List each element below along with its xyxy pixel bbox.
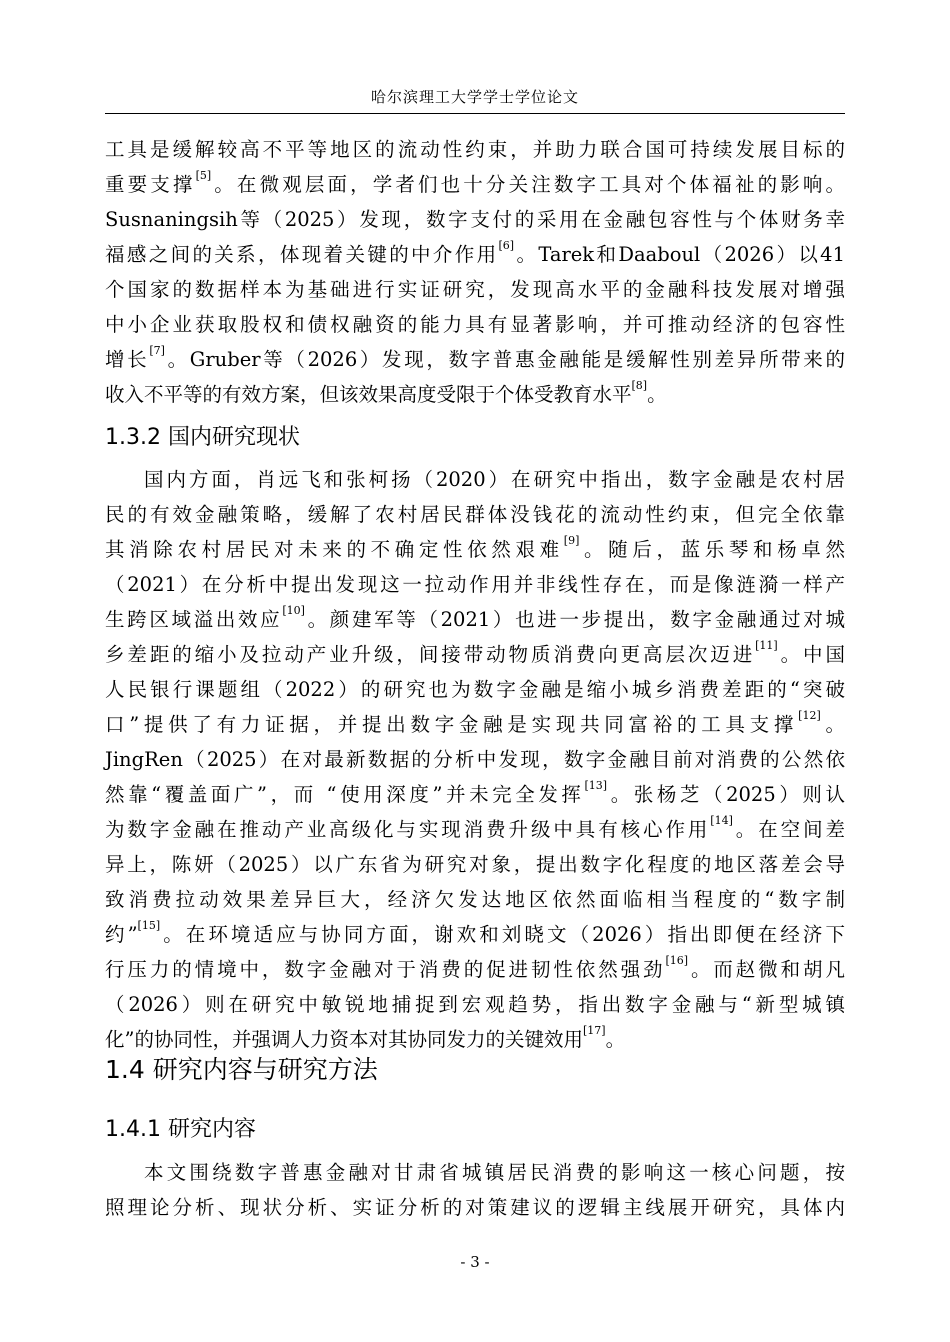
paragraph-3 — [105, 1155, 845, 1225]
text-line: 工具是缓解较高不平等地区的流动性约束，并助力联合国可持续发展目标的 — [105, 138, 845, 161]
citation: [9] — [563, 534, 580, 547]
text-line: 重要支撑[5]。在微观层面，学者们也十分关注数字工具对个体福祉的影响。 — [105, 169, 845, 196]
text-line: 中小企业获取股权和债权融资的能力具有显著影响，并可推动经济的包容性 — [105, 313, 845, 336]
citation: [14] — [710, 814, 733, 827]
text-line: 国内方面，肖远飞和张柯扬（2020）在研究中指出，数字金融是农村居 — [144, 468, 845, 491]
text-line: 生跨区域溢出效应[10]。颜建军等（2021）也进一步提出，数字金融通过对城 — [105, 604, 845, 631]
section-heading-1-4-1: 1.4.1 研究内容 — [105, 1117, 256, 1142]
text-line: 福感之间的关系，体现着关键的中介作用[6]。Tarek和Daaboul（2026）以41 — [105, 239, 845, 266]
header-rule — [105, 113, 845, 114]
citation: [11] — [755, 639, 778, 652]
text-line: JingRen（2025）在对最新数据的分析中发现，数字金融目前对消费的公然依 — [105, 748, 845, 771]
text-line: 个国家的数据样本为基础进行实证研究，发现高水平的金融科技发展对增强 — [105, 278, 845, 301]
text-line: 人民银行课题组（2022）的研究也为数字金融是缩小城乡消费差距的“突破 — [105, 678, 845, 701]
citation: [7] — [149, 344, 165, 357]
section-heading-1-4: 1.4 研究内容与研究方法 — [105, 1055, 378, 1084]
section-heading-1-3-2: 1.3.2 国内研究现状 — [105, 425, 300, 450]
citation: [12] — [798, 709, 821, 722]
text-line: Susnaningsih等（2025）发现，数字支付的采用在金融包容性与个体财务幸 — [105, 208, 845, 231]
citation: [16] — [665, 954, 689, 967]
text-line: 增长[7]。Gruber等（2026）发现，数字普惠金融能是缓解性别差异所带来的 — [105, 344, 845, 371]
citation: [5] — [195, 169, 212, 182]
text-line: 照理论分析、现状分析、实证分析的对策建议的逻辑主线展开研究，具体内 — [105, 1196, 845, 1219]
text-line: 致消费拉动效果差异巨大，经济欠发达地区依然面临相当程度的“数字制 — [105, 888, 845, 911]
page-number: - 3 - — [460, 1253, 490, 1271]
text-line: 行压力的情境中，数字金融对于消费的促进韧性依然强劲[16]。而赵微和胡凡 — [105, 954, 845, 981]
citation: [6] — [498, 239, 515, 252]
citation: [13] — [584, 779, 608, 792]
citation: [10] — [282, 604, 305, 617]
text-line: 为数字金融在推动产业高级化与实现消费升级中具有核心作用[14]。在空间差 — [105, 814, 845, 841]
text-line: 口”提供了有力证据，并提出数字金融是实现共同富裕的工具支撑[12]。 — [105, 709, 845, 736]
text-line: （2021）在分析中提出发现这一拉动作用并非线性存在，而是像涟漪一样产 — [105, 573, 845, 596]
citation: [8] — [631, 379, 648, 392]
text-line: 约”[15]。在环境适应与协同方面，谢欢和刘晓文（2026）指出即便在经济下 — [105, 919, 845, 946]
running-header: 哈尔滨理工大学学士学位论文 — [370, 88, 579, 106]
text-line: 本文围绕数字普惠金融对甘肃省城镇居民消费的影响这一核心问题，按 — [144, 1161, 845, 1184]
citation: [17] — [582, 1024, 606, 1037]
paragraph-2 — [105, 462, 845, 1057]
text-line: 化”的协同性，并强调人力资本对其协同发力的关键效用[17]。 — [105, 1024, 626, 1051]
text-line: 乡差距的缩小及拉动产业升级，间接带动物质消费向更高层次迈进[11]。中国 — [105, 639, 845, 666]
text-line: 然靠“覆盖面广”，而 “使用深度”并未完全发挥[13]。张杨芝（2025）则认 — [105, 779, 845, 806]
text-line: 收入不平等的有效方案，但该效果高度受限于个体受教育水平[8]。 — [105, 379, 667, 406]
paragraph-1 — [105, 132, 845, 412]
text-line: 异上，陈妍（2025）以广东省为研究对象，提出数字化程度的地区落差会导 — [105, 853, 845, 876]
text-line: 民的有效金融策略，缓解了农村居民群体没钱花的流动性约束，但完全依靠 — [105, 503, 845, 526]
citation: [15] — [137, 919, 161, 932]
text-line: 其消除农村居民对未来的不确定性依然艰难[9]。随后，蓝乐琴和杨卓然 — [105, 534, 845, 561]
text-line: （2026）则在研究中敏锐地捕捉到宏观趋势，指出数字金融与“新型城镇 — [105, 993, 845, 1016]
